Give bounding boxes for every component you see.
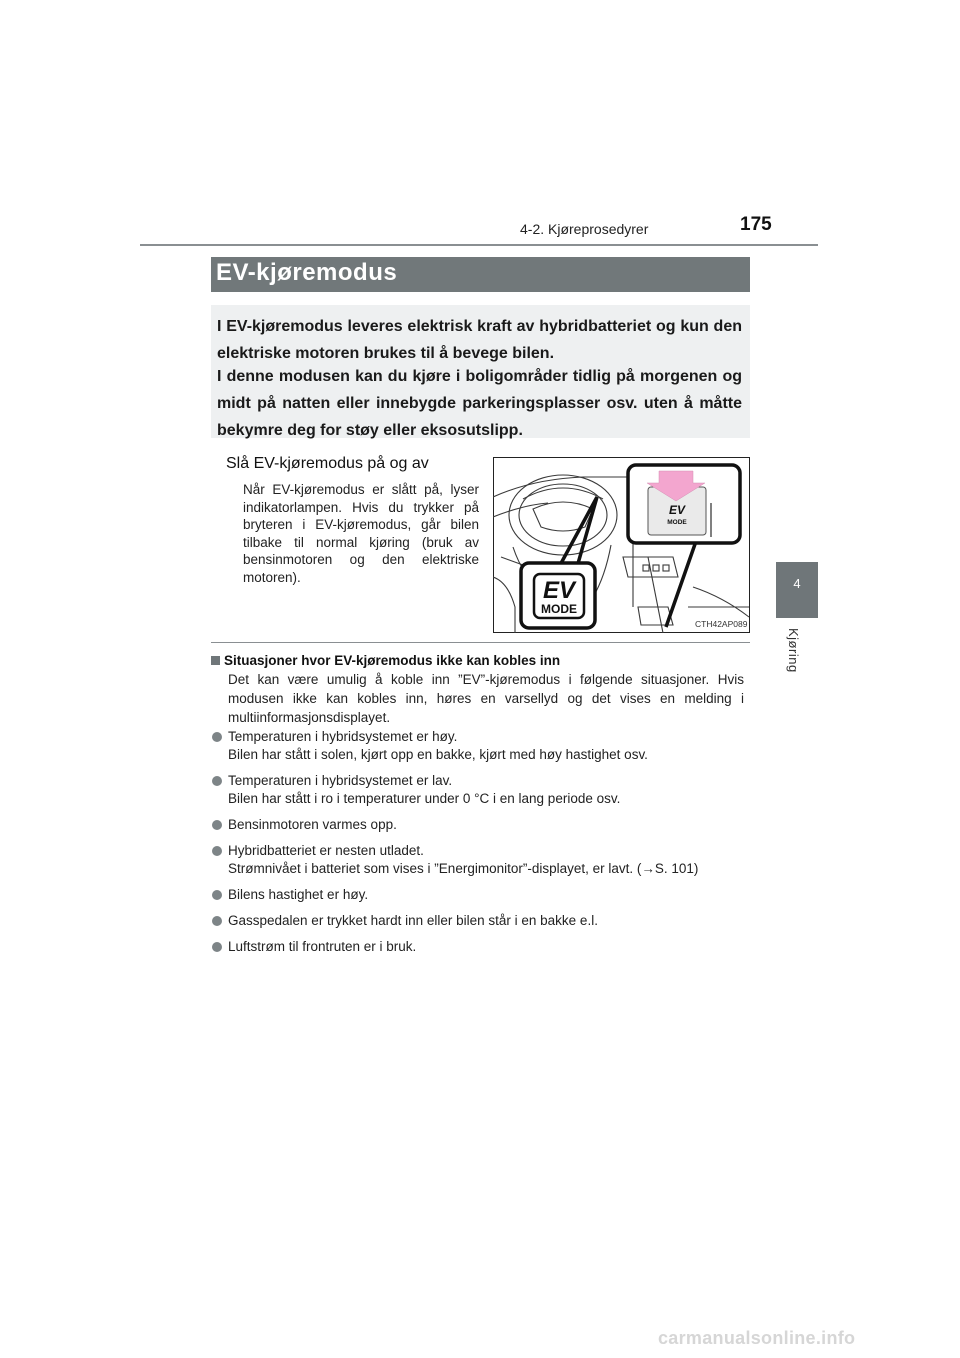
bullet-dot-icon bbox=[212, 942, 222, 952]
bullet-dot-icon bbox=[212, 820, 222, 830]
page-title: EV-kjøremodus bbox=[216, 259, 398, 286]
list-item-text: Temperaturen i hybridsystemet er lav. bbox=[228, 773, 453, 788]
intro-paragraph-1: I EV-kjøremodus leveres elektrisk kraft av hybridbatteriet og kun den elektriske motoren brukes til å bevege bilen. bbox=[217, 318, 742, 362]
illustration-code: CTH42AP089 bbox=[695, 619, 748, 629]
situations-heading bbox=[211, 653, 560, 668]
list-item bbox=[211, 912, 744, 930]
list-item-text: Gasspedalen er trykket hardt inn eller bilen står i en bakke e.l. bbox=[228, 913, 598, 928]
list-item-detail: Strømnivået i batteriet som vises i ”Energimonitor”-displayet, er lavt. (→S. 101) bbox=[228, 861, 699, 876]
square-bullet-icon bbox=[211, 656, 220, 665]
list-item bbox=[211, 816, 744, 834]
list-item-text: Luftstrøm til frontruten er i bruk. bbox=[228, 939, 417, 954]
list-item bbox=[211, 772, 744, 808]
list-item bbox=[211, 842, 744, 878]
bullet-dot-icon bbox=[212, 890, 222, 900]
watermark: carmanualsonline.info bbox=[658, 1328, 856, 1348]
situations-list bbox=[211, 728, 744, 964]
bullet-dot-icon bbox=[212, 776, 222, 786]
list-item bbox=[211, 886, 744, 904]
big-mode-label: MODE bbox=[541, 602, 577, 616]
list-item-detail: Bilen har stått i solen, kjørt opp en bakke, kjørt med høy hastighet osv. bbox=[228, 747, 648, 762]
chapter-label: Kjøring bbox=[786, 628, 801, 673]
list-item-text: Bilens hastighet er høy. bbox=[228, 887, 369, 902]
list-item-text: Temperaturen i hybridsystemet er høy. bbox=[228, 729, 458, 744]
small-mode-label: MODE bbox=[667, 519, 687, 526]
situations-description: Det kan være umulig å koble inn ”EV”-kjøremodus i følgende situasjoner. Hvis modusen ikke kan kobles inn, høres en varsellyd og det vises en melding i multiinformasjonsdisplayet. bbox=[228, 672, 744, 725]
page-number: 175 bbox=[740, 214, 772, 235]
big-ev-label: EV bbox=[542, 577, 576, 604]
list-item-detail: Bilen har stått i ro i temperaturer under 0 °C i en lang periode osv. bbox=[228, 791, 621, 806]
bullet-dot-icon bbox=[212, 916, 222, 926]
list-item bbox=[211, 728, 744, 764]
small-ev-label: EV bbox=[668, 503, 686, 517]
list-item-text: Bensinmotoren varmes opp. bbox=[228, 817, 397, 832]
header-divider bbox=[140, 244, 818, 246]
list-item-text: Hybridbatteriet er nesten utladet. bbox=[228, 843, 424, 858]
toggle-description: Når EV-kjøremodus er slått på, lyser indikatorlampen. Hvis du trykker på bryteren i EV-kjøremodus, går bilen tilbake til normal kjøring (bruk av bensinmotoren og den elektriske motoren). bbox=[243, 482, 479, 585]
ev-mode-illustration bbox=[493, 457, 750, 633]
chapter-number: 4 bbox=[793, 576, 801, 591]
section-divider bbox=[211, 642, 750, 643]
list-item bbox=[211, 938, 744, 956]
situations-heading-text: Situasjoner hvor EV-kjøremodus ikke kan kobles inn bbox=[224, 653, 561, 668]
toggle-heading: Slå EV-kjøremodus på og av bbox=[226, 455, 429, 472]
section-header: 4-2. Kjøreprosedyrer bbox=[520, 221, 649, 237]
bullet-dot-icon bbox=[212, 846, 222, 856]
bullet-dot-icon bbox=[212, 732, 222, 742]
intro-paragraph-2: I denne modusen kan du kjøre i boligområder tidlig på morgenen og midt på natten eller innebygde parkeringsplasser osv. uten å måtte bekymre deg for støy eller eksosutslipp. bbox=[217, 368, 742, 439]
